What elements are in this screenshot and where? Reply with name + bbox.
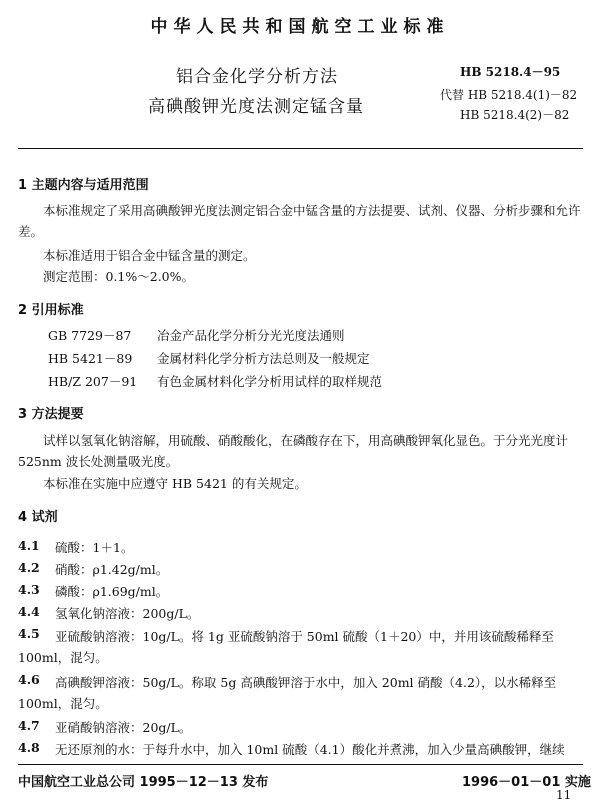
standard-code: HB 5218.4－95 [460, 65, 561, 79]
section-1-paragraph-2: 本标准适用于铝合金中锰含量的测定。 [43, 248, 256, 263]
section-3-paragraph-1: 试样以氢氧化钠溶解，用硫酸、硝酸酸化，在磷酸存在下，用高碘酸钾氧化显色。于分光光度计 525nm 波长处测量吸光度。 [18, 433, 569, 469]
section-3-paragraph-2: 本标准在实施中应遵守 HB 5421 的有关规定。 [43, 476, 307, 491]
item-number: 4.2 [18, 560, 40, 575]
section-1-heading: 1 主题内容与适用范围 [18, 178, 149, 193]
header-divider [18, 148, 583, 149]
item-text: 高碘酸钾溶液：50g/L。称取 5g 高碘酸钾溶于水中，加入 20ml 硝酸（4.2），以水稀释至 100ml，混匀。 [18, 675, 557, 711]
item-text: 亚硝酸钠溶液：20g/L。 [55, 720, 192, 735]
replaces-code-1: 代替 HB 5218.4(1)－82 [440, 88, 578, 102]
section-1-paragraph-3: 测定范围：0.1%～2.0%。 [43, 269, 195, 284]
reference-code: HB 5421－89 [48, 351, 133, 366]
effective-date: 1996－01－01 实施 [462, 775, 591, 790]
section-3-heading: 3 方法提要 [18, 407, 84, 422]
item-number: 4.5 [18, 626, 40, 641]
item-number: 4.7 [18, 718, 40, 733]
footer-divider [18, 764, 583, 765]
reference-name: 金属材料化学分析方法总则及一般规定 [157, 351, 370, 366]
reference-code: HB/Z 207－91 [48, 374, 138, 389]
item-number: 4.6 [18, 672, 40, 687]
standard-header: 中华人民共和国航空工业标准 [150, 17, 450, 37]
item-text: 氢氧化钠溶液：200g/L。 [55, 606, 200, 621]
item-number: 4.4 [18, 604, 40, 619]
reference-code: GB 7729－87 [48, 328, 132, 343]
item-number: 4.3 [18, 582, 40, 597]
item-text: 磷酸：ρ1.69g/ml。 [55, 584, 169, 599]
replaces-code-2: HB 5218.4(2)－82 [460, 108, 570, 122]
page-number: 11 [556, 788, 572, 802]
document-title-line-1: 铝合金化学分析方法 [176, 67, 338, 87]
item-text: 硫酸：1＋1。 [55, 540, 134, 555]
document-title-line-2: 高碘酸钾光度法测定锰含量 [148, 97, 364, 117]
reference-name: 有色金属材料化学分析用试样的取样规范 [157, 374, 383, 389]
section-2-heading: 2 引用标准 [18, 303, 84, 318]
item-text: 无还原剂的水：于每升水中，加入 10ml 硫酸（4.1）酸化并煮沸，加入少量高碘酸钾，继续 [55, 742, 565, 757]
item-number: 4.1 [18, 538, 40, 553]
section-4-heading: 4 试剂 [18, 510, 58, 525]
section-1-paragraph-1: 本标准规定了采用高碘酸钾光度法测定铝合金中锰含量的方法提要、试剂、仪器、分析步骤和允许差。 [18, 203, 581, 239]
item-text: 硝酸：ρ1.42g/ml。 [55, 562, 169, 577]
item-text: 亚硫酸钠溶液：10g/L。将 1g 亚硫酸钠溶于 50ml 硫酸（1＋20）中，并用该硫酸稀释至 100ml，混匀。 [18, 629, 554, 665]
item-number: 4.8 [18, 740, 40, 755]
reference-name: 冶金产品化学分析分光光度法通则 [157, 328, 345, 343]
issue-date: 中国航空工业总公司 1995－12－13 发布 [18, 775, 269, 790]
